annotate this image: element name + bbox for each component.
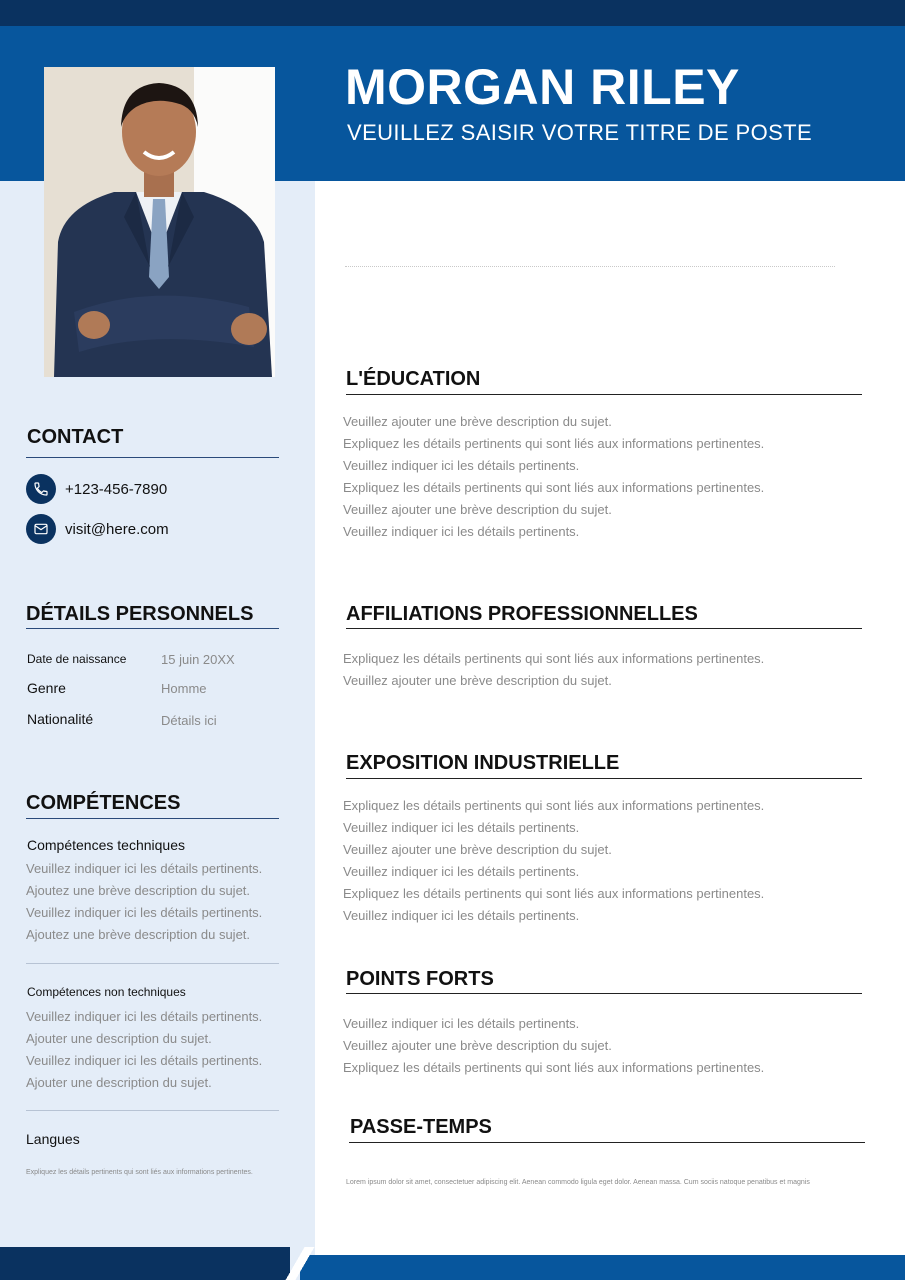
phone-icon — [26, 474, 56, 504]
job-title: VEUILLEZ SAISIR VOTRE TITRE DE POSTE — [347, 120, 813, 145]
skills-heading: COMPÉTENCES — [26, 792, 181, 814]
footer-bar-right — [300, 1255, 905, 1280]
list-item: Expliquez les détails pertinents qui sont liés aux informations pertinentes. — [343, 480, 765, 495]
contact-heading: CONTACT — [27, 426, 124, 448]
list-item: Veuillez indiquer ici les détails pertinents. — [343, 458, 580, 473]
exposure-rule — [346, 778, 862, 779]
soft-skills-list — [26, 1006, 262, 1094]
languages-text: Expliquez les détails pertinents qui sont liés aux informations pertinentes. — [26, 1169, 253, 1176]
list-item: Ajouter une description du sujet. — [26, 1075, 212, 1090]
birthdate-label: Date de naissance — [27, 652, 127, 666]
birthdate-value: 15 juin 20XX — [161, 652, 235, 667]
list-item: Veuillez indiquer ici les détails pertinents. — [26, 905, 263, 920]
list-item: Ajoutez une brève description du sujet. — [26, 927, 251, 942]
contact-email-row — [26, 514, 169, 544]
top-strip — [0, 0, 905, 26]
gender-label: Genre — [27, 680, 66, 696]
skills-rule — [26, 818, 279, 819]
footer-divider — [285, 1247, 315, 1280]
list-item: Veuillez indiquer ici les détails pertinents. — [343, 820, 580, 835]
email-address[interactable]: visit@here.com — [65, 520, 169, 538]
languages-title: Langues — [26, 1131, 80, 1147]
person-photo-icon — [44, 67, 275, 377]
hobbies-rule — [349, 1142, 865, 1143]
candidate-name: MORGAN RILEY — [345, 59, 740, 115]
technical-skills-title: Compétences techniques — [27, 837, 185, 853]
list-item: Veuillez indiquer ici les détails pertinents. — [26, 1053, 263, 1068]
education-text — [343, 411, 764, 543]
list-item: Expliquez les détails pertinents qui sont liés aux informations pertinentes. — [343, 1060, 765, 1075]
exposure-text — [343, 795, 764, 927]
contact-phone-row — [26, 474, 167, 504]
list-item: Veuillez indiquer ici les détails pertinents. — [343, 864, 580, 879]
languages-divider — [26, 1110, 279, 1111]
list-item: Veuillez indiquer ici les détails pertinents. — [343, 1016, 580, 1031]
list-item: Veuillez ajouter une brève description du sujet. — [343, 502, 612, 517]
summary-placeholder-line — [345, 266, 835, 271]
list-item: Expliquez les détails pertinents qui sont liés aux informations pertinentes. — [343, 436, 765, 451]
list-item: Ajouter une description du sujet. — [26, 1031, 212, 1046]
list-item: Veuillez ajouter une brève description du sujet. — [343, 414, 612, 429]
envelope-icon — [26, 514, 56, 544]
list-item: Veuillez indiquer ici les détails pertinents. — [343, 524, 580, 539]
list-item: Veuillez ajouter une brève description du sujet. — [343, 842, 612, 857]
affiliations-text — [343, 648, 764, 692]
skills-divider — [26, 963, 279, 964]
list-item: Expliquez les détails pertinents qui sont liés aux informations pertinentes. — [343, 886, 765, 901]
strengths-rule — [346, 993, 862, 994]
personal-details-heading: DÉTAILS PERSONNELS — [26, 603, 254, 625]
list-item: Veuillez indiquer ici les détails pertinents. — [26, 861, 263, 876]
list-item: Expliquez les détails pertinents qui sont liés aux informations pertinentes. — [343, 798, 765, 813]
technical-skills-list — [26, 858, 262, 946]
education-heading: L'ÉDUCATION — [346, 368, 481, 390]
hobbies-heading: PASSE-TEMPS — [350, 1116, 492, 1138]
affiliations-rule — [346, 628, 862, 629]
list-item: Veuillez indiquer ici les détails pertinents. — [343, 908, 580, 923]
contact-rule — [26, 457, 279, 458]
list-item: Ajoutez une brève description du sujet. — [26, 883, 251, 898]
nationality-label: Nationalité — [27, 711, 94, 727]
affiliations-heading: AFFILIATIONS PROFESSIONNELLES — [346, 603, 698, 625]
list-item: Veuillez ajouter une brève description du sujet. — [343, 673, 612, 688]
personal-details-rule — [26, 628, 279, 629]
phone-number[interactable]: +123-456-7890 — [65, 480, 168, 498]
strengths-heading: POINTS FORTS — [346, 968, 494, 990]
soft-skills-title: Compétences non techniques — [27, 985, 186, 999]
list-item: Veuillez ajouter une brève description du sujet. — [343, 1038, 612, 1053]
gender-value: Homme — [161, 681, 207, 696]
hobbies-text: Lorem ipsum dolor sit amet, consectetuer adipiscing elit. Aenean commodo ligula eget dolor. Aenean massa. Cum sociis natoque penatibus et magnis — [346, 1179, 810, 1186]
exposure-heading: EXPOSITION INDUSTRIELLE — [346, 752, 620, 774]
education-rule — [346, 394, 862, 395]
profile-photo — [44, 67, 275, 377]
nationality-value: Détails ici — [161, 713, 217, 728]
list-item: Expliquez les détails pertinents qui sont liés aux informations pertinentes. — [343, 651, 765, 666]
footer-bar-left — [0, 1247, 290, 1280]
strengths-text — [343, 1013, 764, 1079]
list-item: Veuillez indiquer ici les détails pertinents. — [26, 1009, 263, 1024]
